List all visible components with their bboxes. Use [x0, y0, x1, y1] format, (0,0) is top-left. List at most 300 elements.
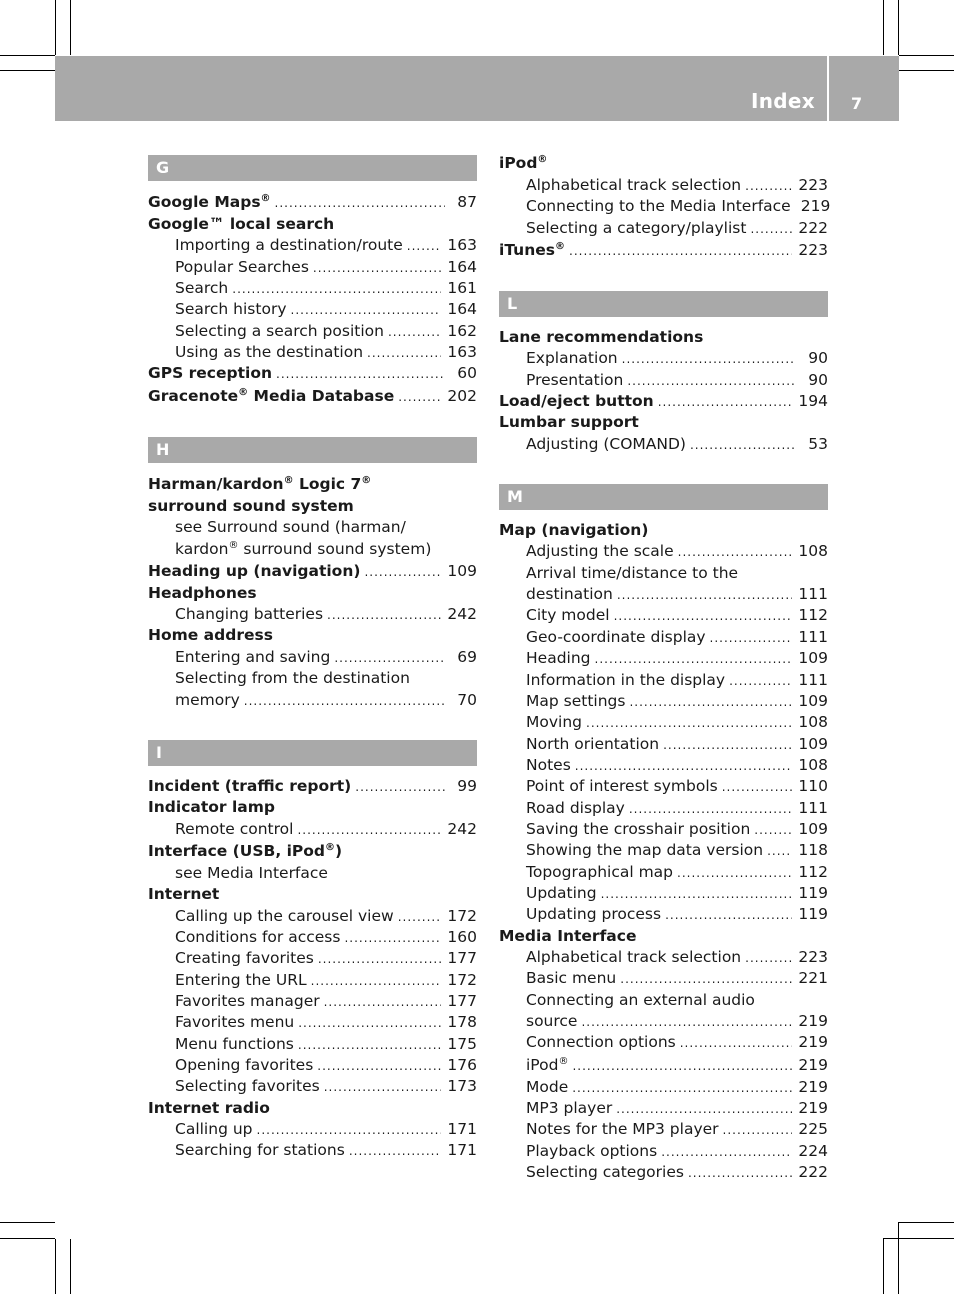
- entry-text: Alphabetical track selection: [526, 947, 742, 966]
- page-reference: 163: [447, 236, 477, 255]
- page-reference: 223: [798, 947, 828, 966]
- entry-text: Calling up: [175, 1120, 253, 1138]
- entry-label: [499, 391, 654, 412]
- entry-label: [499, 239, 565, 262]
- index-entry: [148, 363, 477, 384]
- page-title: Index: [751, 89, 815, 113]
- index-subentry: [499, 584, 828, 605]
- index-subentry: [148, 517, 477, 538]
- page-reference: 111: [798, 627, 828, 646]
- index-subentry: [499, 712, 828, 733]
- index-subentry: [499, 1054, 828, 1077]
- entry-text: Google™ local search: [148, 215, 335, 233]
- index-subentry: [148, 1119, 477, 1140]
- index-subentry: [148, 927, 477, 948]
- page-reference: 178: [447, 1013, 477, 1032]
- entry-label: [526, 712, 582, 733]
- index-subentry: [499, 947, 828, 968]
- entry-text: Selecting from the destination: [175, 669, 410, 688]
- index-subentry: [499, 605, 828, 626]
- index-subentry: [148, 1055, 477, 1076]
- page-reference: 194: [798, 392, 828, 411]
- leader-dots: [244, 691, 445, 712]
- leader-dots: [677, 863, 792, 884]
- entry-text: Opening favorites: [175, 1055, 314, 1074]
- entry-text: kardon: [175, 540, 229, 559]
- crop-mark-bottom-right-v: [883, 1239, 884, 1294]
- entry-label: [175, 647, 330, 668]
- leader-dots: [276, 364, 445, 385]
- index-subentry: [499, 563, 828, 584]
- entry-label: [526, 1119, 719, 1140]
- index-subentry: [499, 819, 828, 840]
- entry-text: Popular Searches: [175, 257, 309, 276]
- index-subentry: [499, 670, 828, 691]
- entry-text: Lumbar support: [499, 413, 639, 432]
- entry-text: Favorites manager: [175, 991, 320, 1010]
- leader-dots: [232, 279, 441, 300]
- page-reference: 70: [457, 690, 477, 709]
- index-subentry: [148, 863, 477, 884]
- leader-dots: [398, 386, 441, 409]
- entry-label: [175, 970, 307, 991]
- crop-mark-top-right-v: [883, 0, 884, 55]
- page-reference: 223: [798, 176, 828, 194]
- index-subentry: [148, 278, 477, 299]
- entry-text: Playback options: [526, 1141, 658, 1160]
- leader-dots: [729, 671, 792, 692]
- page-reference: 90: [808, 349, 828, 368]
- leader-dots: [317, 1056, 441, 1077]
- entry-label: [175, 321, 384, 342]
- page-reference: 69: [457, 647, 477, 666]
- leader-dots: [601, 884, 793, 905]
- entry-text: North orientation: [526, 734, 660, 753]
- entry-text: Connecting an external audio: [526, 990, 755, 1009]
- index-entry: [148, 214, 477, 235]
- index-subentry: [499, 1119, 828, 1140]
- entry-text: Using as the destination: [175, 343, 364, 362]
- entry-label: [175, 342, 363, 363]
- page-reference: 173: [447, 1077, 477, 1096]
- leader-dots: [355, 777, 445, 798]
- page-reference: 202: [447, 386, 477, 405]
- leader-dots: [690, 435, 796, 456]
- leader-dots: [661, 1142, 792, 1163]
- index-subentry: [148, 235, 477, 256]
- entry-text: Lane recommendations: [499, 328, 704, 347]
- page-reference: 109: [798, 819, 828, 838]
- entry-text: Point of interest symbols: [526, 777, 718, 796]
- entry-label: [175, 690, 240, 711]
- entry-text: Saving the crosshair position: [526, 819, 751, 838]
- entry-text: surround sound system: [148, 496, 354, 515]
- index-subentry: [148, 970, 477, 991]
- index-subentry: [499, 196, 831, 217]
- index-subentry: [499, 776, 828, 797]
- page-reference: 108: [798, 713, 828, 732]
- entry-label: [526, 563, 738, 584]
- index-entry: [499, 152, 828, 175]
- index-subentry: [499, 798, 828, 819]
- entry-text: Topographical map: [526, 862, 674, 881]
- leader-dots: [745, 176, 792, 197]
- page-reference: 224: [798, 1141, 828, 1160]
- entry-text: Map (navigation): [499, 521, 649, 540]
- entry-text-continued: Media Database: [248, 386, 395, 405]
- leader-dots: [344, 928, 441, 949]
- page-reference: 109: [798, 649, 828, 668]
- entry-label: [526, 605, 610, 626]
- entry-text: Gracenote: [148, 386, 239, 405]
- crop-mark-top-right-h: [899, 55, 954, 56]
- entry-text: Updating: [526, 883, 597, 902]
- index-subentry: [148, 948, 477, 969]
- entry-label: [175, 235, 403, 256]
- index-subentry: [499, 840, 828, 861]
- entry-text: Entering and saving: [175, 647, 331, 666]
- page-reference: 111: [798, 585, 828, 604]
- page-reference: 53: [808, 434, 828, 453]
- entry-text: Conditions for access: [175, 927, 341, 946]
- entry-text: Showing the map data version: [526, 841, 764, 860]
- index-entry: [148, 840, 477, 863]
- crop-mark-top-left-h2: [0, 55, 55, 56]
- index-entry: [148, 385, 477, 408]
- entry-text: Interface (USB, iPod: [148, 841, 326, 860]
- entry-label: [526, 348, 618, 369]
- entry-label: [175, 278, 228, 299]
- entry-label: [526, 434, 686, 455]
- index-subentry: [148, 538, 477, 561]
- index-subentry: [148, 819, 477, 840]
- page-reference: 171: [447, 1120, 477, 1138]
- page-reference: 109: [798, 734, 828, 753]
- leader-dots: [311, 971, 442, 992]
- page-reference: 109: [447, 562, 477, 581]
- entry-label: [175, 668, 410, 689]
- crop-mark-bottom-right-h2: [883, 1238, 954, 1239]
- leader-dots: [298, 1035, 442, 1056]
- entry-text: City model: [526, 606, 610, 625]
- page-reference: 172: [447, 970, 477, 989]
- crop-mark-bottom-right-h: [899, 1222, 954, 1223]
- index-entry: [499, 239, 828, 262]
- entry-label: [526, 218, 746, 239]
- leader-dots: [581, 1012, 792, 1033]
- entry-label: [526, 990, 755, 1011]
- leader-dots: [750, 219, 792, 240]
- entry-text-continued: surround sound system): [238, 540, 432, 559]
- entry-label: [148, 561, 360, 582]
- leader-dots: [680, 1033, 793, 1054]
- page-reference: 219: [798, 1077, 828, 1096]
- crop-mark-bottom-left-v2: [70, 1239, 71, 1294]
- crop-mark-top-right-h2: [899, 70, 954, 71]
- registered-mark: ®: [283, 474, 294, 486]
- leader-dots: [367, 343, 441, 364]
- entry-text: Selecting categories: [526, 1163, 684, 1182]
- leader-dots: [665, 905, 792, 926]
- crop-mark-bottom-right-v2: [898, 1222, 899, 1294]
- entry-text: destination: [526, 585, 613, 604]
- entry-label: [526, 196, 791, 217]
- index-entry: [148, 473, 477, 496]
- entry-text: Arrival time/distance to the: [526, 563, 739, 582]
- page-reference: 175: [447, 1034, 477, 1053]
- index-subentry: [148, 342, 477, 363]
- entry-label: [148, 884, 219, 905]
- page-reference: 177: [447, 949, 477, 968]
- index-subentry: [499, 691, 828, 712]
- entry-text: Searching for stations: [175, 1141, 345, 1160]
- entry-label: [526, 798, 625, 819]
- entry-text: Search history: [175, 300, 287, 319]
- page-reference: 172: [447, 906, 477, 925]
- leader-dots: [349, 1141, 442, 1162]
- entry-text: see Media Interface: [175, 863, 328, 882]
- entry-text: Presentation: [526, 370, 624, 389]
- entry-label: [148, 496, 354, 517]
- entry-label: [175, 1034, 294, 1055]
- entry-label: [175, 991, 320, 1012]
- entry-text: Creating favorites: [175, 949, 314, 968]
- entry-text: Indicator lamp: [148, 798, 275, 817]
- index-subentry: [148, 668, 477, 689]
- entry-label: [526, 968, 616, 989]
- index-entry: [148, 776, 477, 797]
- index-subentry: [148, 1076, 477, 1097]
- leader-dots: [313, 258, 441, 279]
- leader-dots: [297, 820, 441, 841]
- entry-text: iPod: [526, 1055, 559, 1074]
- page-number: 7: [851, 94, 863, 113]
- index-entry: [148, 191, 477, 214]
- leader-dots: [324, 992, 442, 1013]
- leader-dots: [616, 1099, 792, 1120]
- index-subentry: [499, 648, 828, 669]
- section-letter-m: M: [499, 484, 828, 510]
- page-reference: 60: [457, 364, 477, 383]
- index-subentry: [148, 604, 477, 625]
- index-subentry: [499, 904, 828, 925]
- entry-label: [175, 538, 431, 561]
- entry-label: [526, 904, 661, 925]
- entry-label: [526, 1011, 577, 1032]
- entry-label: [526, 1098, 612, 1119]
- leader-dots: [257, 1120, 442, 1141]
- page-reference: 219: [798, 1055, 828, 1074]
- index-subentry: [499, 1162, 828, 1183]
- entry-label: [499, 926, 636, 947]
- index-subentry: [499, 627, 828, 648]
- entry-text: Load/eject button: [499, 392, 654, 411]
- section-gap: [499, 455, 828, 484]
- entry-label: [148, 840, 342, 863]
- index-entry: [499, 926, 828, 947]
- entry-label: [499, 152, 547, 175]
- crop-mark-top-right-v2: [898, 0, 899, 55]
- registered-mark: ®: [537, 153, 548, 165]
- entry-label: [175, 948, 314, 969]
- page-reference: 110: [798, 777, 828, 796]
- leader-dots: [617, 585, 793, 606]
- page-reference: 177: [447, 991, 477, 1010]
- entry-text: Notes: [526, 755, 571, 774]
- entry-label: [499, 412, 639, 433]
- entry-text: Adjusting (COMAND): [526, 434, 686, 453]
- entry-text: Notes for the MP3 player: [526, 1120, 719, 1139]
- section-gap: [148, 408, 477, 437]
- entry-label: [148, 625, 273, 646]
- leader-dots: [569, 240, 792, 263]
- leader-dots: [291, 300, 442, 321]
- page-reference: 111: [798, 798, 828, 817]
- page-reference: 164: [447, 257, 477, 276]
- index-subentry: [148, 1012, 477, 1033]
- section-letter-l: L: [499, 291, 828, 317]
- index-entry: [148, 496, 477, 517]
- page-reference: 219: [800, 197, 831, 216]
- entry-label: [526, 862, 673, 883]
- entry-label: [175, 1055, 313, 1076]
- index-entry: [148, 625, 477, 646]
- section-gap: [499, 262, 828, 291]
- index-subentry: [499, 370, 828, 391]
- index-entry: [148, 561, 477, 582]
- page-reference: 164: [447, 300, 477, 319]
- entry-label: [526, 776, 718, 797]
- leader-dots: [327, 605, 441, 626]
- entry-label: [526, 1054, 568, 1077]
- index-subentry: [499, 218, 828, 239]
- entry-text: Internet radio: [148, 1098, 270, 1117]
- entry-text: Calling up the carousel view: [175, 906, 394, 925]
- entry-label: [526, 1032, 676, 1053]
- entry-label: [526, 947, 741, 968]
- page-reference: 171: [447, 1141, 477, 1160]
- crop-mark-bottom-left-h2: [0, 1238, 55, 1239]
- entry-label: [526, 1141, 657, 1162]
- entry-label: [148, 776, 351, 797]
- leader-dots: [388, 322, 441, 343]
- index-subentry: [148, 991, 477, 1012]
- leader-dots: [398, 907, 442, 928]
- leader-dots: [722, 777, 793, 798]
- entry-text: Road display: [526, 798, 625, 817]
- index-entry: [499, 391, 828, 412]
- leader-dots: [324, 1077, 442, 1098]
- registered-mark: ®: [558, 1055, 569, 1067]
- entry-text: Connection options: [526, 1033, 676, 1052]
- leader-dots: [688, 1163, 792, 1184]
- page-reference: 99: [457, 776, 477, 795]
- entry-text: Heading: [526, 649, 591, 668]
- entry-label: [175, 863, 328, 884]
- entry-text: Selecting favorites: [175, 1077, 320, 1096]
- entry-text: Home address: [148, 626, 273, 645]
- entry-text: memory: [175, 690, 240, 709]
- leader-dots: [622, 349, 796, 370]
- entry-label: [148, 473, 371, 496]
- entry-label: [526, 175, 741, 196]
- leader-dots: [710, 628, 793, 649]
- entry-label: [526, 670, 725, 691]
- entry-text: Changing batteries: [175, 605, 324, 624]
- leader-dots: [663, 735, 792, 756]
- index-subentry: [499, 434, 828, 455]
- leader-dots: [629, 799, 793, 820]
- page-header-bar: [55, 56, 899, 121]
- entry-label: [526, 755, 571, 776]
- page-reference: 221: [798, 969, 828, 988]
- registered-mark: ®: [361, 474, 372, 486]
- entry-label: [175, 927, 340, 948]
- registered-mark: ®: [238, 386, 249, 398]
- entry-text: iPod: [499, 154, 538, 172]
- crop-mark-bottom-left-v: [55, 1239, 56, 1294]
- section-letter-h: H: [148, 437, 477, 463]
- entry-text-continued: ): [335, 841, 343, 860]
- page-reference: 222: [798, 218, 828, 237]
- entry-text: Information in the display: [526, 670, 726, 689]
- entry-label: [526, 734, 659, 755]
- crop-mark-top-left-v: [70, 0, 71, 55]
- leader-dots: [678, 542, 793, 563]
- entry-text: MP3 player: [526, 1099, 613, 1118]
- index-subentry: [499, 755, 828, 776]
- entry-text: Geo-coordinate display: [526, 627, 706, 646]
- entry-label: [175, 1076, 320, 1097]
- leader-dots: [629, 692, 792, 713]
- entry-label: [148, 363, 272, 384]
- page-reference: 108: [798, 542, 828, 561]
- section-letter-i: I: [148, 740, 477, 766]
- index-subentry: [148, 906, 477, 927]
- entry-text: Importing a destination/route: [175, 236, 403, 255]
- leader-dots: [745, 948, 792, 969]
- page-reference: 109: [798, 691, 828, 710]
- page-reference: 161: [447, 279, 477, 298]
- entry-label: [526, 840, 763, 861]
- entry-text: iTunes: [499, 241, 555, 260]
- entry-text: Menu functions: [175, 1034, 294, 1053]
- page-reference: 118: [798, 841, 828, 860]
- entry-label: [148, 583, 257, 604]
- page-reference: 119: [798, 883, 828, 902]
- entry-text: Harman/kardon: [148, 474, 284, 493]
- registered-mark: ®: [228, 540, 239, 552]
- leader-dots: [298, 1013, 441, 1034]
- index-entry: [148, 797, 477, 818]
- index-subentry: [148, 299, 477, 320]
- page-reference: 87: [457, 193, 477, 211]
- entry-label: [175, 604, 323, 625]
- entry-label: [175, 1119, 253, 1140]
- index-entry: [148, 583, 477, 604]
- crop-mark-top-left-v2: [55, 0, 56, 55]
- index-subentry: [499, 968, 828, 989]
- entry-label: [499, 327, 703, 348]
- page-reference: 219: [798, 1012, 828, 1030]
- entry-label: [148, 385, 394, 408]
- entry-text: Mode: [526, 1077, 569, 1096]
- entry-text: Entering the URL: [175, 970, 307, 989]
- entry-label: [526, 1162, 684, 1183]
- section-gap: [148, 711, 477, 740]
- leader-dots: [572, 1078, 792, 1099]
- index-entry: [148, 1098, 477, 1119]
